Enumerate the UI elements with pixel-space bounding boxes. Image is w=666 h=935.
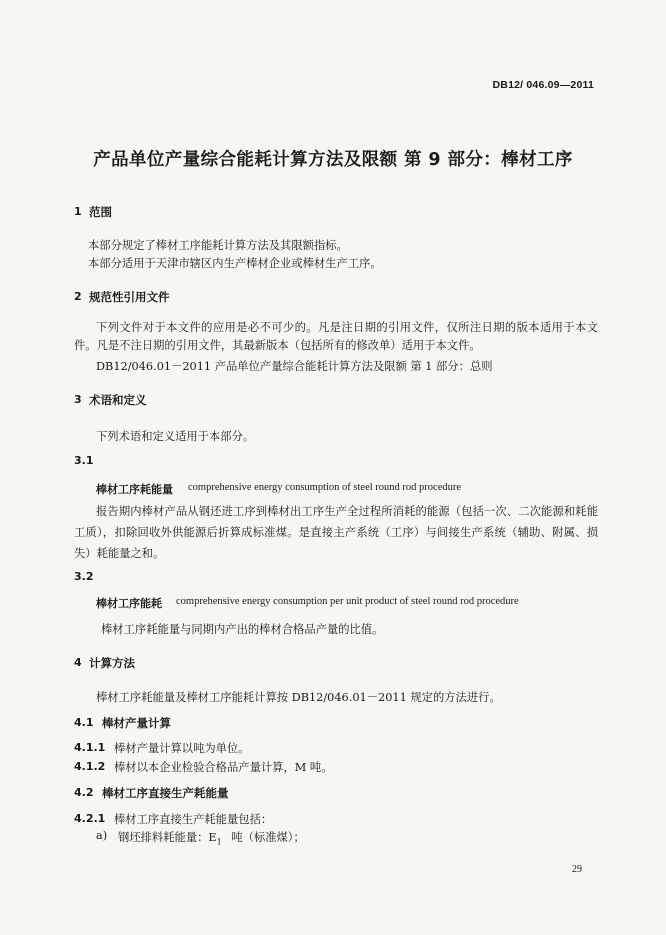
section-4-1-heading: 棒材产量计算 bbox=[102, 716, 171, 730]
section-1-paragraph-2: 本部分适用于天津市辖区内生产棒材企业或棒材生产工序。 bbox=[88, 257, 382, 270]
term-3-2-number: 3.2 bbox=[74, 570, 94, 583]
section-4-number: 4 bbox=[74, 656, 82, 669]
section-4-2-heading: 棒材工序直接生产耗能量 bbox=[102, 786, 229, 800]
page-number: 29 bbox=[572, 864, 582, 875]
term-3-2-name: 棒材工序能耗 bbox=[96, 597, 162, 610]
term-3-1-name: 棒材工序耗能量 bbox=[96, 483, 173, 496]
section-2-number: 2 bbox=[74, 290, 82, 303]
section-3-number: 3 bbox=[74, 393, 82, 406]
section-1-number: 1 bbox=[74, 205, 82, 218]
item-a-energy-label: 钢坯排料耗能量：E bbox=[118, 831, 217, 844]
term-3-1-definition: 报告期内棒材产品从钢还进工序到棒材出工序生产全过程所消耗的能源（包括一次、二次能源和耗能工质），扣除回收外供能源后折算成标准煤。是直接主产系统（工序）与间接生产系统（辅助、附属、损失）耗能量之和。 bbox=[74, 505, 598, 560]
standard-code: DB12/ 046.09—2011 bbox=[492, 79, 594, 91]
item-a-text bbox=[118, 829, 305, 846]
item-4-1-2-text: 棒材以本企业检验合格品产量计算，M 吨。 bbox=[114, 761, 333, 774]
term-3-1-english: comprehensive energy consumption of steel round rod procedure bbox=[188, 482, 462, 493]
term-3-1-number: 3.1 bbox=[74, 454, 94, 467]
item-4-1-1-number: 4.1.1 bbox=[74, 741, 106, 754]
item-4-2-1-number: 4.2.1 bbox=[74, 812, 106, 825]
item-4-2-1-text: 棒材工序直接生产耗能量包括： bbox=[114, 813, 273, 826]
section-4-2-number: 4.2 bbox=[74, 786, 94, 799]
item-a-unit: 吨（标准煤）； bbox=[231, 831, 305, 844]
section-4-intro: 棒材工序耗能量及棒材工序能耗计算按 DB12/046.01－2011 规定的方法进行。 bbox=[96, 691, 501, 704]
item-4-1-2-number: 4.1.2 bbox=[74, 760, 106, 773]
section-3-intro: 下列术语和定义适用于本部分。 bbox=[96, 430, 255, 443]
section-3-heading: 术语和定义 bbox=[89, 393, 147, 407]
section-2-heading: 规范性引用文件 bbox=[89, 290, 170, 304]
item-a-label: a) bbox=[96, 829, 108, 842]
item-4-1-1-text: 棒材产量计算以吨为单位。 bbox=[114, 742, 250, 755]
section-1-paragraph-1: 本部分规定了棒材工序能耗计算方法及其限额指标。 bbox=[88, 239, 348, 252]
section-4-heading: 计算方法 bbox=[89, 656, 135, 670]
item-a-subscript: 1 bbox=[216, 837, 222, 847]
section-4-1-number: 4.1 bbox=[74, 716, 94, 729]
term-3-2-english: comprehensive energy consumption per unit product of steel round rod procedure bbox=[176, 596, 519, 607]
section-2-paragraph: 下列文件对于本文件的应用是必不可少的。凡是注日期的引用文件，仅所注日期的版本适用于本文件。凡是不注日期的引用文件，其最新版本（包括所有的修改单）适用于本文件。 bbox=[74, 321, 598, 352]
document-title: 产品单位产量综合能耗计算方法及限额 第 9 部分：棒材工序 bbox=[93, 150, 573, 170]
normative-reference: DB12/046.01－2011 产品单位产量综合能耗计算方法及限额 第 1 部分：总则 bbox=[96, 360, 493, 373]
section-1-heading: 范围 bbox=[89, 205, 112, 219]
term-3-2-definition: 棒材工序耗能量与同期内产出的棒材合格品产量的比值。 bbox=[101, 623, 384, 636]
